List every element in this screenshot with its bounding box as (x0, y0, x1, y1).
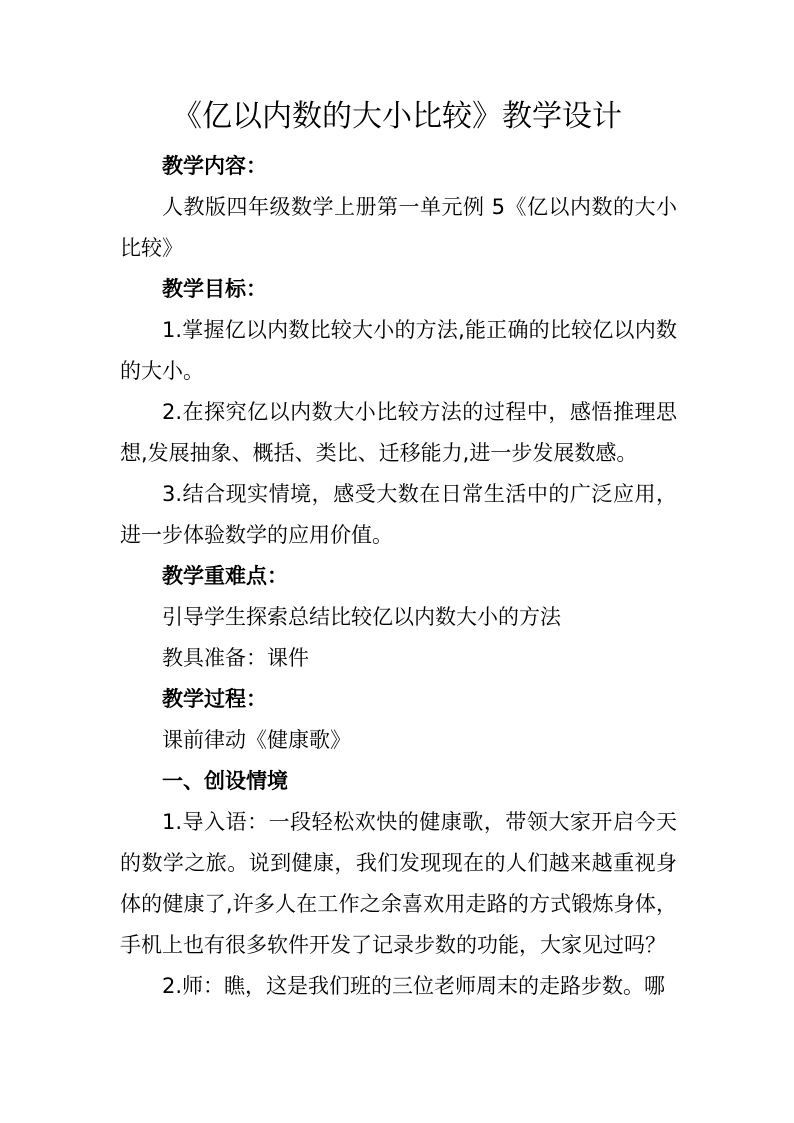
heading-teaching-goals: 教学目标： (162, 277, 267, 301)
goal-item-1: 1.掌握亿以内数比较大小的方法,能正确的比较亿以内数的大小。 (120, 318, 677, 383)
paragraph-teaching-content: 人教版四年级数学上册第一单元例 5《亿以内数的大小比较》 (120, 195, 677, 260)
heading-teaching-content: 教学内容： (162, 154, 267, 178)
heading-teaching-process: 教学过程： (162, 687, 267, 711)
process-item-1: 1.导入语：一段轻松欢快的健康歌，带领大家开启今天的数学之旅。说到健康，我们发现现在的人们越来越重视身体的健康了,许多人在工作之余喜欢用走路的方式锻炼身体，手机上也有很多软件开发了记录步数的功能，大家见过吗？ (120, 810, 677, 957)
process-item-2: 2.师：瞧，这是我们班的三位老师周末的走路步数。哪 (162, 974, 666, 998)
heading-section-one: 一、创设情境 (162, 769, 288, 793)
goal-item-2: 2.在探究亿以内数大小比较方法的过程中，感悟推理思想,发展抽象、概括、类比、迁移能力,进一步发展数感。 (120, 400, 677, 465)
goal-item-3: 3.结合现实情境，感受大数在日常生活中的广泛应用，进一步体验数学的应用价值。 (120, 482, 677, 547)
heading-key-points: 教学重难点： (162, 564, 288, 588)
document-title: 《亿以内数的大小比较》教学设计 (172, 99, 622, 134)
document-body (120, 146, 677, 1007)
paragraph-key-points: 引导学生探索总结比较亿以内数大小的方法 (162, 605, 561, 629)
paragraph-warmup: 课前律动《健康歌》 (162, 728, 351, 752)
paragraph-teaching-aids: 教具准备：课件 (162, 646, 309, 670)
